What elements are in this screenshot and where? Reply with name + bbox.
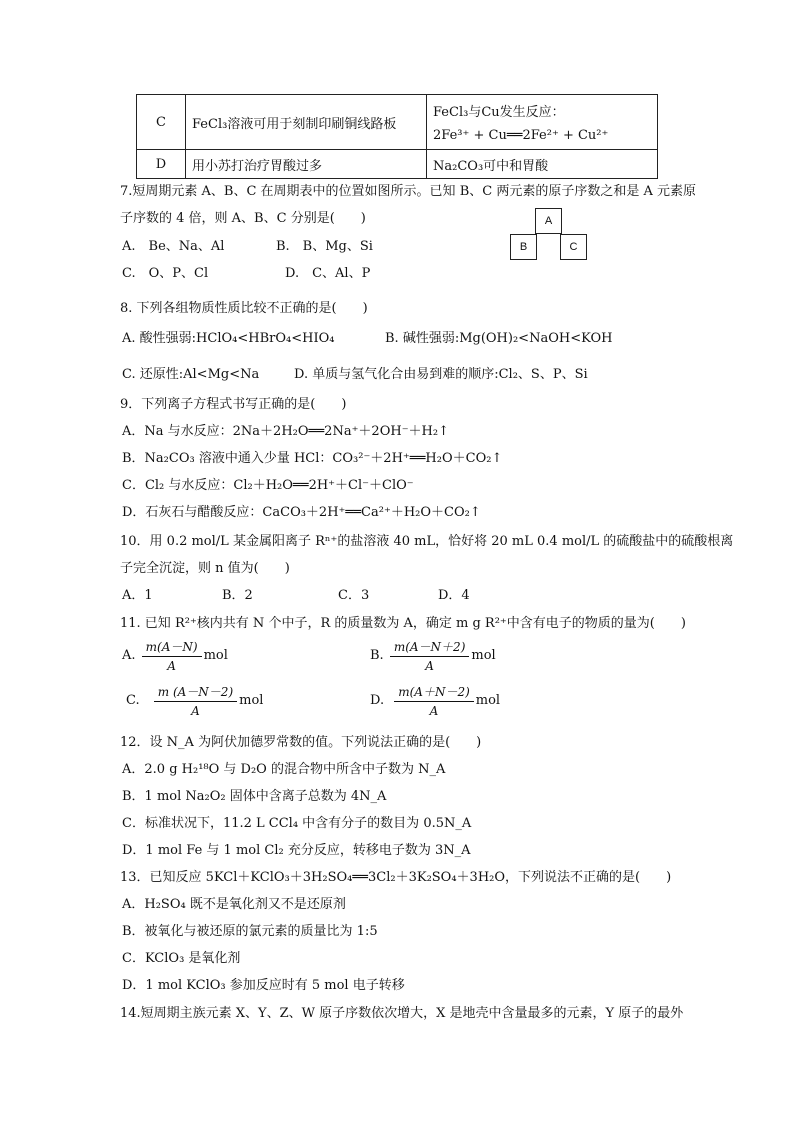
q13-option-c: C．KClO₃ 是氧化剂 xyxy=(122,951,241,966)
q11-stem: 11. 已知 R²⁺核内共有 N 个中子，R 的质量数为 A，确定 m g R²⁺中含有电子的物质的量为( ) xyxy=(120,616,686,631)
q13-option-b: B．被氧化与被还原的氯元素的质量比为 1:5 xyxy=(122,924,378,939)
fraction xyxy=(154,683,237,718)
option-label: D. xyxy=(370,693,385,708)
q13-option-a: A．H₂SO₄ 既不是氧化剂又不是还原剂 xyxy=(122,897,346,912)
unit: mol xyxy=(203,648,228,663)
q9-stem: 9．下列离子方程式书写正确的是( ) xyxy=(120,397,347,412)
grid-cell-a: A xyxy=(535,208,562,234)
q11-option-b xyxy=(370,638,496,673)
q13-option-d: D．1 mol KClO₃ 参加反应时有 5 mol 电子转移 xyxy=(122,978,405,993)
q11-option-d xyxy=(370,683,500,718)
q10-stem: 10．用 0.2 mol/L 某金属阳离子 Rⁿ⁺的盐溶液 40 mL，恰好将 20 mL 0.4 mol/L 的硫酸盐中的硫酸根离 xyxy=(120,534,734,549)
fraction-numerator: m (A－N－2) xyxy=(154,683,237,702)
fraction xyxy=(394,683,474,718)
table-cell-key: D xyxy=(137,150,186,179)
q8-option-d: D. 单质与氢气化合由易到难的顺序:Cl₂、S、P、Si xyxy=(294,367,588,382)
table-row xyxy=(137,95,658,150)
option-label: A. xyxy=(122,648,136,663)
answer-table xyxy=(136,94,658,179)
q10-option-a: A．1 xyxy=(122,588,153,603)
q12-option-c: C．标准状况下，11.2 L CCl₄ 中含有分子的数目为 0.5N_A xyxy=(122,816,472,831)
fraction-denominator: A xyxy=(425,659,434,673)
q8-option-b: B. 碱性强弱:Mg(OH)₂<NaOH<KOH xyxy=(385,331,613,346)
q9-option-c: C．Cl₂ 与水反应：Cl₂＋H₂O══2H⁺＋Cl⁻＋ClO⁻ xyxy=(122,478,414,493)
q7-stem: 7.短周期元素 A、B、C 在周期表中的位置如图所示。已知 B、C 两元素的原子序数之和是 A 元素原 xyxy=(120,184,696,199)
table-cell-desc: FeCl₃溶液可用于刻制印刷铜线路板 xyxy=(186,95,427,150)
table-cell-desc: 用小苏打治疗胃酸过多 xyxy=(186,150,427,179)
q13-stem: 13．已知反应 5KCl＋KClO₃＋3H₂SO₄══3Cl₂＋3K₂SO₄＋3H₂O，下列说法不正确的是( ) xyxy=(120,870,672,885)
reason-equation: 2Fe³⁺ + Cu══2Fe²⁺ + Cu²⁺ xyxy=(433,128,609,143)
option-label: B. xyxy=(370,648,384,663)
q12-option-d: D．1 mol Fe 与 1 mol Cl₂ 充分反应，转移电子数为 3N_A xyxy=(122,843,471,858)
q14-stem: 14.短周期主族元素 X、Y、Z、W 原子序数依次增大，X 是地壳中含量最多的元素，Y 原子的最外 xyxy=(120,1006,684,1021)
q9-option-a: A．Na 与水反应：2Na＋2H₂O══2Na⁺＋2OH⁻＋H₂↑ xyxy=(122,424,449,439)
unit: mol xyxy=(471,648,496,663)
q10-option-b: B．2 xyxy=(222,588,253,603)
fraction-numerator: m(A＋N－2) xyxy=(394,683,474,702)
q10-stem-cont: 子完全沉淀，则 n 值为( ) xyxy=(120,561,290,576)
fraction-denominator: A xyxy=(167,659,176,673)
grid-cell-c: C xyxy=(560,234,587,260)
q9-option-b: B．Na₂CO₃ 溶液中通入少量 HCl：CO₃²⁻＋2H⁺══H₂O＋CO₂↑ xyxy=(122,451,503,466)
q7-stem-cont: 子序数的 4 倍，则 A、B、C 分别是( ) xyxy=(120,211,366,226)
q8-stem: 8. 下列各组物质性质比较不正确的是( ) xyxy=(120,301,368,316)
table-row xyxy=(137,150,658,179)
q10-option-d: D．4 xyxy=(438,588,470,603)
q7-option-d: D. C、Al、P xyxy=(285,266,371,281)
q10-option-c: C．3 xyxy=(338,588,370,603)
q7-option-a: A. Be、Na、Al xyxy=(122,239,225,254)
fraction-denominator: A xyxy=(191,704,200,718)
unit: mol xyxy=(475,693,501,708)
option-label: C. xyxy=(126,693,140,708)
q11-option-c xyxy=(126,683,263,718)
unit: mol xyxy=(239,693,264,708)
fraction-numerator: m(A－N) xyxy=(142,638,202,657)
q11-option-a xyxy=(122,638,228,673)
table-cell-reason xyxy=(427,95,658,150)
grid-cell-b: B xyxy=(510,234,537,260)
reason-line: FeCl₃与Cu发生反应： xyxy=(433,105,565,120)
fraction xyxy=(142,638,202,673)
q12-option-b: B．1 mol Na₂O₂ 固体中含离子总数为 4N_A xyxy=(122,789,387,804)
q7-option-c: C. O、P、Cl xyxy=(122,266,209,281)
q8-option-c: C. 还原性:Al<Mg<Na xyxy=(122,367,260,382)
q12-stem: 12．设 N_A 为阿伏加德罗常数的值。下列说法正确的是( ) xyxy=(120,735,482,750)
q7-option-b: B. B、Mg、Si xyxy=(276,239,373,254)
q9-option-d: D．石灰石与醋酸反应：CaCO₃＋2H⁺══Ca²⁺＋H₂O＋CO₂↑ xyxy=(122,505,481,520)
q12-option-a: A．2.0 g H₂¹⁸O 与 D₂O 的混合物中所含中子数为 N_A xyxy=(122,762,446,777)
table-cell-key: C xyxy=(137,95,186,150)
fraction xyxy=(390,638,470,673)
q8-option-a: A. 酸性强弱:HClO₄<HBrO₄<HIO₄ xyxy=(122,331,335,346)
fraction-denominator: A xyxy=(429,704,439,718)
fraction-numerator: m(A－N＋2) xyxy=(390,638,470,657)
table-cell-reason: Na₂CO₃可中和胃酸 xyxy=(427,150,658,179)
